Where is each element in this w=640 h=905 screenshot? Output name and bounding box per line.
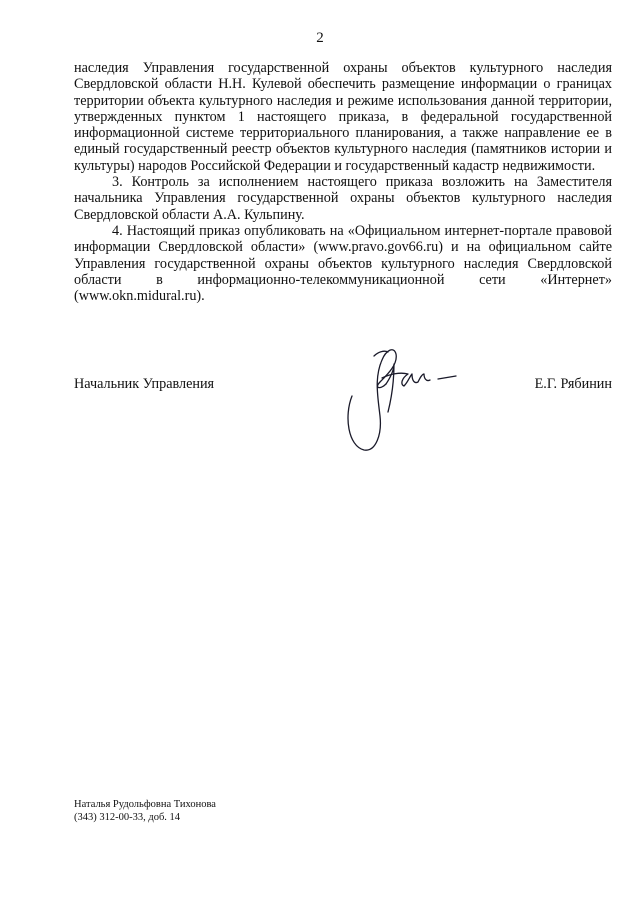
paragraph-item-3-control: 3. Контроль за исполнением настоящего приказа возложить на Заместителя начальника Управления государственной охраны объектов культурного наследия Свердловской области А.А. Кульпину. bbox=[74, 174, 612, 223]
paragraph-publication-continuation: наследия Управления государственной охраны объектов культурного наследия Свердловской области Н.Н. Кулевой обеспечить размещение информации о границах территории объекта культурного наследия и режиме использования данной территории, утвержденных пунктом 1 настоящего приказа, в федеральной государственной информационной системе территориального планирования, а также направление ее в единый государственный реестр объектов культурного наследия (памятников истории и культуры) народов Российской Федерации и государственный кадастр недвижимости. bbox=[74, 60, 612, 174]
executor-phone: (343) 312-00-33, доб. 14 bbox=[74, 812, 181, 823]
document-body bbox=[74, 60, 612, 304]
handwritten-signature-icon bbox=[330, 338, 460, 456]
paragraph-item-4-publication: 4. Настоящий приказ опубликовать на «Официальном интернет-портале правовой информации Свердловской области» (www.pravo.gov66.ru) и на официальном сайте Управления государственной охраны объектов культурного наследия Свердловской области в информационно-телекоммуникационной сети «Интернет» (www.okn.midural.ru). bbox=[74, 222, 612, 305]
executor-name: Наталья Рудольфовна Тихонова bbox=[74, 799, 216, 810]
signatory-title: Начальник Управления bbox=[74, 376, 215, 392]
executor-info bbox=[74, 798, 216, 824]
page-number: 2 bbox=[316, 30, 324, 46]
signatory-name: Е.Г. Рябинин bbox=[534, 376, 612, 392]
